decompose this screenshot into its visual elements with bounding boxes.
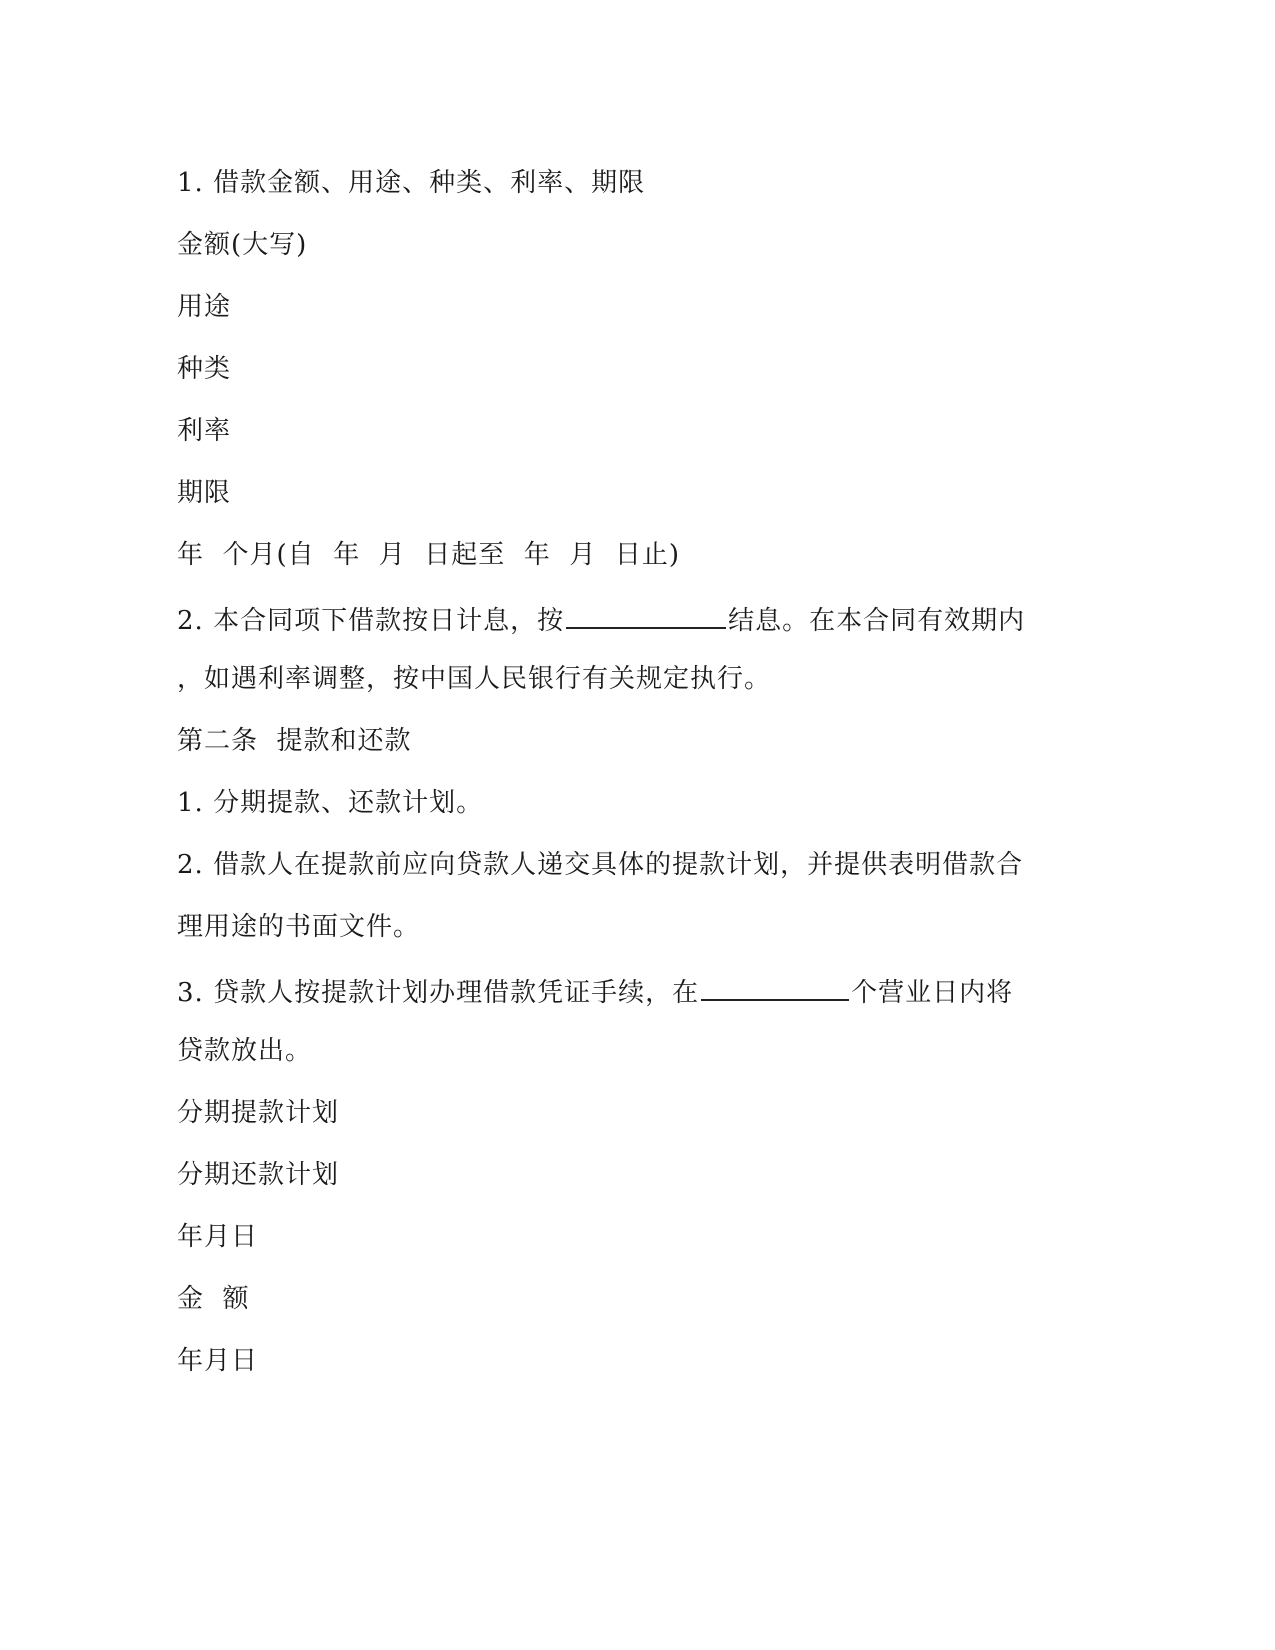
article-2-item-2-line-1: 2. 借款人在提款前应向贷款人递交具体的提款计划，并提供表明借款合 — [177, 850, 1024, 880]
article-2-item-3-line-2: 贷款放出。 — [177, 1036, 313, 1066]
article-2-heading: 第二条 提款和还款 — [177, 726, 412, 756]
clause-2-text-b: 结息。在本合同有效期内 — [728, 606, 1026, 636]
date-label-1: 年月日 — [177, 1222, 259, 1252]
clause-2-text-a: 2. 本合同项下借款按日计息，按 — [177, 606, 565, 636]
type-label: 种类 — [177, 354, 232, 384]
clause-2-line-1 — [177, 601, 1025, 637]
drawdown-plan-label: 分期提款计划 — [177, 1098, 340, 1128]
item-3-text-a: 3. 贷款人按提款计划办理借款凭证手续，在 — [177, 978, 700, 1008]
article-2-item-1: 1. 分期提款、还款计划。 — [177, 788, 484, 818]
business-days-blank — [701, 973, 849, 1001]
amount-column-label: 金 额 — [177, 1284, 250, 1314]
repayment-plan-label: 分期还款计划 — [177, 1160, 340, 1190]
amount-label: 金额(大写) — [177, 230, 308, 260]
item-3-text-b: 个营业日内将 — [851, 978, 1014, 1008]
article-2-item-3-line-1 — [177, 973, 1013, 1009]
settlement-blank — [566, 601, 726, 629]
rate-label: 利率 — [177, 416, 232, 446]
article-2-item-2-line-2: 理用途的书面文件。 — [177, 912, 421, 942]
clause-2-line-2: ，如遇利率调整，按中国人民银行有关规定执行。 — [177, 664, 772, 694]
clause-1-heading: 1. 借款金额、用途、种类、利率、期限 — [177, 168, 646, 198]
term-label: 期限 — [177, 478, 232, 508]
date-label-2: 年月日 — [177, 1346, 259, 1376]
purpose-label: 用途 — [177, 292, 232, 322]
term-period-line: 年 个月(自 年 月 日起至 年 月 日止) — [177, 540, 680, 570]
